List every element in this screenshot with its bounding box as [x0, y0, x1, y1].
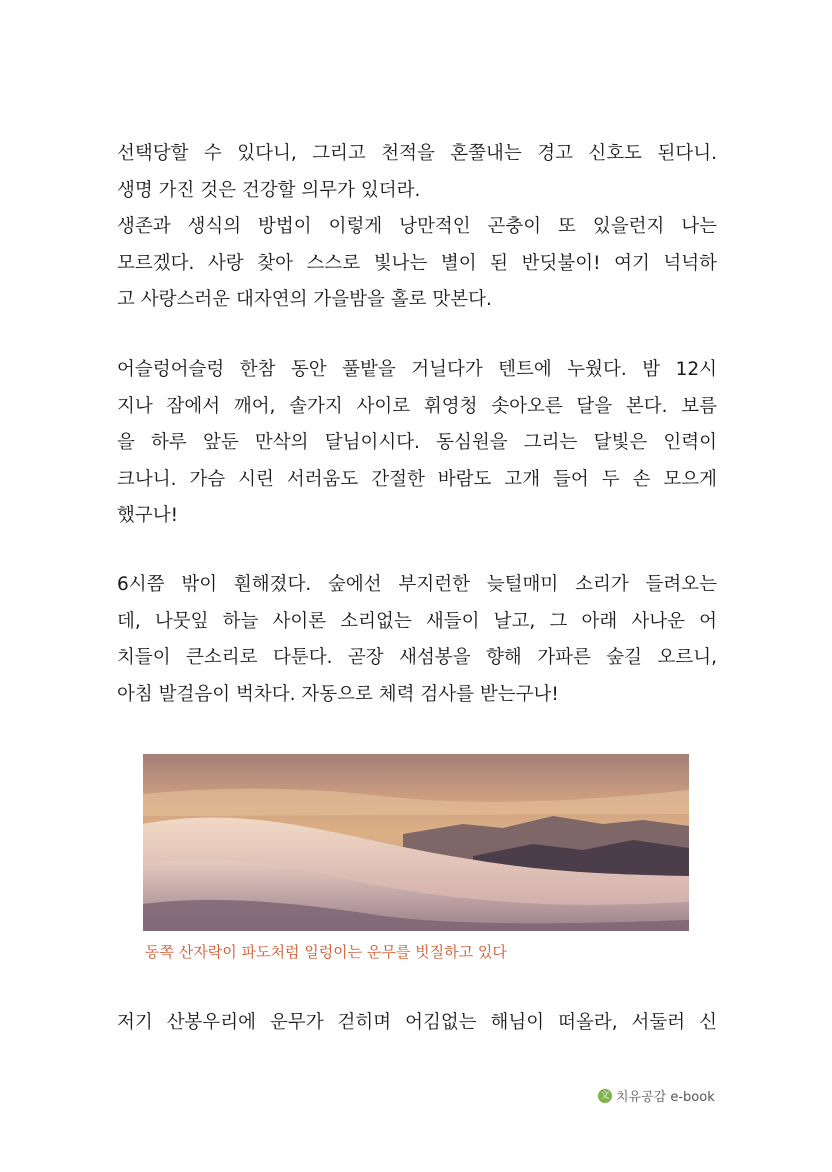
text-line: 어슬렁어슬렁 한참 동안 풀밭을 거닐다가 텐트에 누웠다. 밤 12시 — [117, 359, 717, 380]
text-line: 선택당할 수 있다니, 그리고 천적을 혼쭐내는 경고 신호도 된다니. — [117, 143, 717, 164]
paragraph-3 — [117, 567, 717, 713]
text-line: 지나 잠에서 깨어, 솔가지 사이로 휘영청 솟아오른 달을 본다. 보름 — [117, 395, 717, 417]
mountain-sea-of-clouds-photo — [143, 754, 689, 931]
text-line: 데, 나뭇잎 하늘 사이론 소리없는 새들이 날고, 그 아래 사나운 어 — [117, 610, 717, 632]
text-line: 했구나! — [117, 505, 179, 526]
text-line: 모르겠다. 사랑 찾아 스스로 빛나는 별이 된 반딧불이! 여기 넉넉하 — [117, 252, 717, 274]
text-line: 을 하루 앞둔 만삭의 달님이시다. 동심원을 그리는 달빛은 인력이 — [117, 432, 717, 453]
text-line: 생존과 생식의 방법이 이렇게 낭만적인 곤충이 또 있을런지 나는 — [117, 216, 717, 237]
text-line: 고 사랑스러운 대자연의 가을밤을 홀로 맛본다. — [117, 289, 492, 310]
leaf-logo-icon: 文 — [598, 1089, 612, 1103]
text-line: 크나니. 가슴 시린 서러움도 간절한 바람도 고개 들어 두 손 모으게 — [117, 468, 717, 490]
paragraph-4 — [117, 1005, 717, 1042]
text-line: 생명 가진 것은 건강할 의무가 있더라. — [117, 179, 421, 201]
paragraph-2 — [117, 352, 717, 535]
text-line: 6시쯤 밖이 훤해졌다. 숲에선 부지런한 늦털매미 소리가 들려오는 — [117, 574, 717, 595]
text-line: 저기 산봉우리에 운무가 걷히며 어김없는 해님이 떠올라, 서둘러 신 — [117, 1012, 717, 1033]
paragraph-1 — [117, 136, 717, 319]
footer-text: 치유공감 e-book — [616, 1090, 715, 1105]
text-line: 치들이 큰소리로 다툰다. 곧장 새섬봉을 향해 가파른 숲길 오르니, — [117, 647, 717, 668]
photo-caption: 동쪽 산자락이 파도처럼 일렁이는 운무를 빗질하고 있다 — [145, 943, 507, 961]
footer-branding — [598, 1086, 715, 1105]
text-line: 아침 발걸음이 벅차다. 자동으로 체력 검사를 받는구나! — [117, 683, 559, 705]
